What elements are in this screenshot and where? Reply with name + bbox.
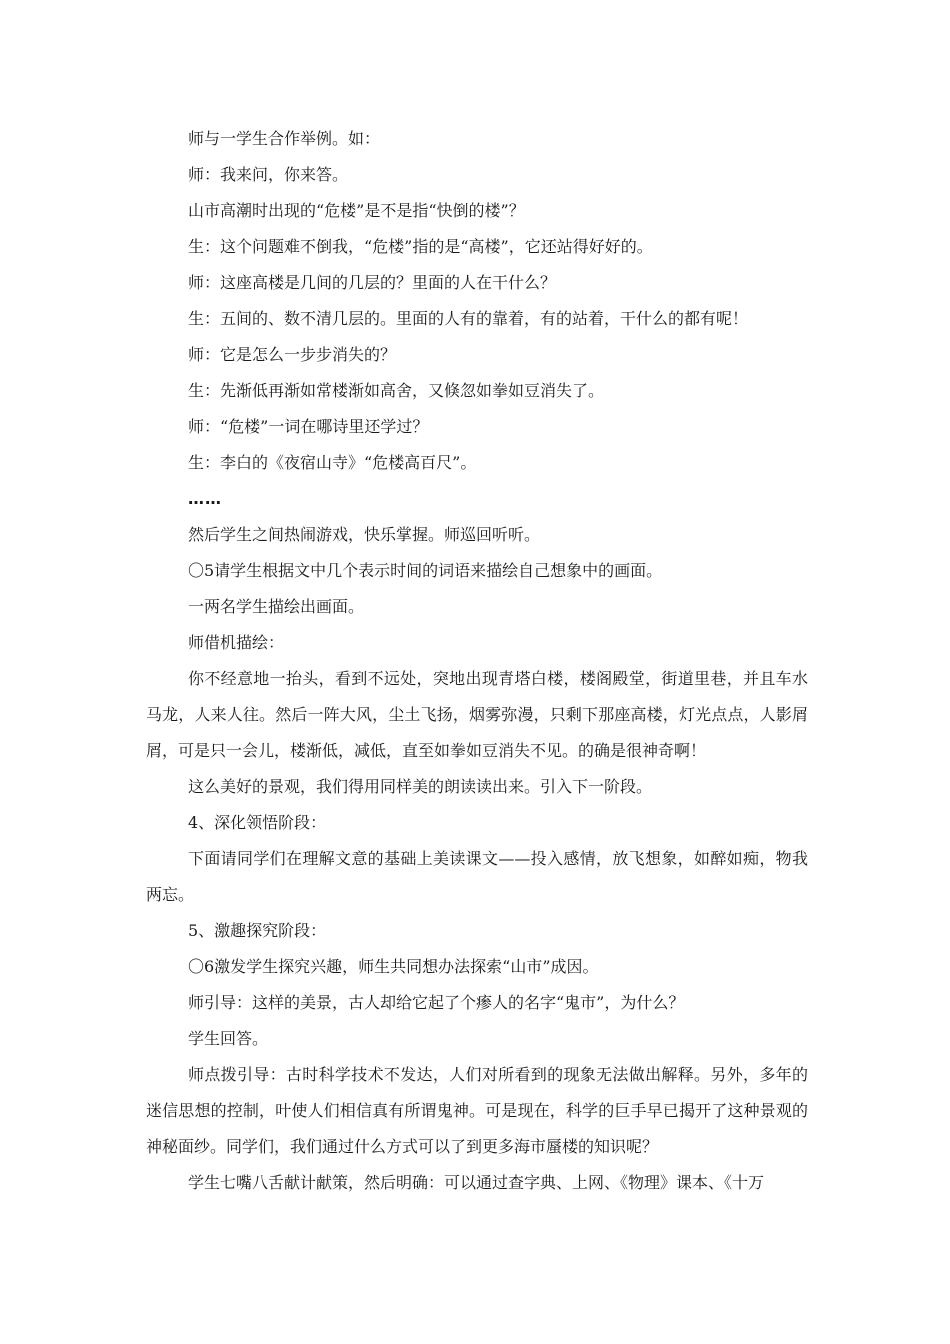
document-body — [146, 121, 808, 1201]
paragraph: 下面请同学们在理解文意的基础上美读课文——投入感情，放飞想象，如醉如痴，物我两忘。 — [146, 849, 808, 904]
section-heading: 4、深化领悟阶段： — [188, 813, 327, 832]
paragraph: 生：李白的《夜宿山寺》“危楼高百尺”。 — [188, 453, 477, 472]
paragraph: 生：先渐低再渐如常楼渐如高舍，又倏忽如拳如豆消失了。 — [188, 381, 605, 400]
paragraph: 然后学生之间热闹游戏，快乐掌握。师巡回听听。 — [188, 525, 541, 544]
section-heading: 5、激趣探究阶段： — [188, 921, 327, 940]
paragraph: 一两名学生描绘出画面。 — [188, 597, 365, 616]
paragraph: 师：这座高楼是几间的几层的？里面的人在干什么？ — [188, 273, 557, 292]
paragraph: 〇5请学生根据文中几个表示时间的词语来描绘自己想象中的画面。 — [188, 561, 663, 580]
paragraph: 〇6激发学生探究兴趣，师生共同想办法探索“山市”成因。 — [188, 957, 599, 976]
paragraph: 你不经意地一抬头，看到不远处，突地出现青塔白楼，楼阁殿堂，街道里巷，并且车水马龙，人来人往。然后一阵大风，尘土飞扬，烟雾弥漫，只剩下那座高楼，灯光点点，人影屑屑，可是只一会儿，楼渐低，减低，直至如拳如豆消失不见。的确是很神奇啊！ — [146, 669, 808, 760]
paragraph: 师点拨引导：古时科学技术不发达，人们对所看到的现象无法做出解释。另外，多年的迷信思想的控制，叶使人们相信真有所谓鬼神。可是现在，科学的巨手早已揭开了这种景观的神秘面纱。同学们，我们通过什么方式可以了到更多海市蜃楼的知识呢？ — [146, 1065, 808, 1156]
paragraph: 学生回答。 — [188, 1029, 269, 1048]
paragraph: 这么美好的景观，我们得用同样美的朗读读出来。引入下一阶段。 — [188, 777, 653, 796]
paragraph: 学生七嘴八舌献计献策，然后明确：可以通过查字典、上网、《物理》课本、《十万 — [188, 1173, 765, 1192]
paragraph: 师：它是怎么一步步消失的？ — [188, 345, 397, 364]
paragraph: 生：五间的、数不清几层的。里面的人有的靠着，有的站着，干什么的都有呢！ — [188, 309, 749, 328]
paragraph: 师：我来问，你来答。 — [188, 165, 349, 184]
ellipsis-line: …… — [188, 489, 222, 508]
paragraph: 生：这个问题难不倒我，“危楼”指的是“高楼”，它还站得好好的。 — [188, 237, 653, 256]
paragraph: 师借机描绘： — [188, 633, 285, 652]
paragraph: 山市高潮时出现的“危楼”是不是指“快倒的楼”？ — [188, 201, 525, 220]
paragraph: 师：“危楼”一词在哪诗里还学过？ — [188, 417, 429, 436]
paragraph: 师与一学生合作举例。如： — [188, 129, 381, 148]
paragraph: 师引导：这样的美景，古人却给它起了个瘆人的名字“鬼市”，为什么？ — [188, 993, 685, 1012]
